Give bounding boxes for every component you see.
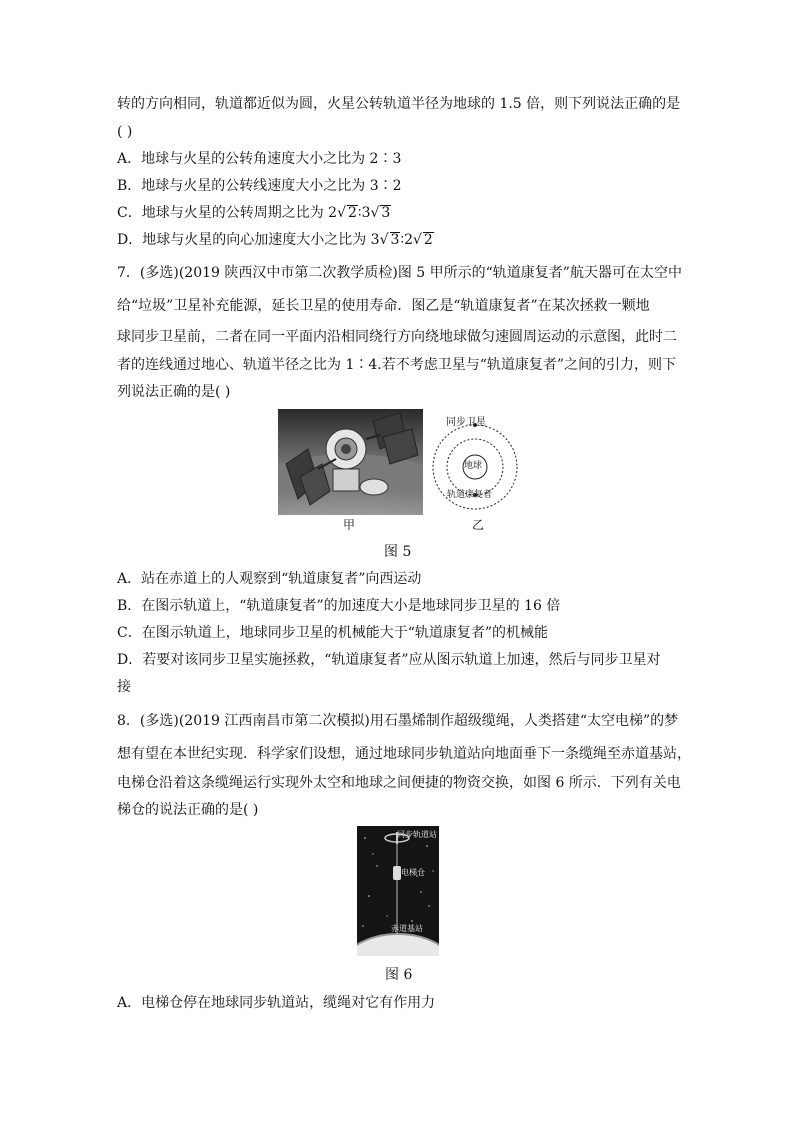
figure-5-label-b: 乙 xyxy=(472,518,485,532)
q6-option-d-radicand-1: 3 xyxy=(390,232,400,248)
q6-option-c-text: C．地球与火星的公转周期之比为 2 xyxy=(117,205,338,221)
q7-option-b: B．在图示轨道上，“轨道康复者”的加速度大小是地球同步卫星的 16 倍 xyxy=(117,598,561,614)
figure-5-photo xyxy=(278,409,423,515)
q6-option-b: B．地球与火星的公转线速度大小之比为 3∶2 xyxy=(117,178,402,194)
q8-stem-line-1: 8．(多选)(2019 江西南昌市第二次模拟)用石墨烯制作超级缆绳，人类搭建“太空电梯”的梦 xyxy=(117,713,679,729)
q6-stem-line: 转的方向相同，轨道都近似为圆，火星公转轨道半径为地球的 1.5 倍，则下列说法正确的是 xyxy=(117,96,681,112)
q6-option-d-ratio: ∶2 xyxy=(400,232,413,248)
q6-option-c xyxy=(117,203,391,223)
figure-5-label-a: 甲 xyxy=(343,518,356,532)
space-elevator-icon xyxy=(357,826,439,956)
sqrt-icon: √ xyxy=(337,205,346,221)
figure-6-label-cabin: 电梯仓 xyxy=(401,868,425,877)
q8-option-a: A．电梯仓停在地球同步轨道站，缆绳对它有作用力 xyxy=(117,995,436,1011)
q8-stem-line-3: 电梯仓沿着这条缆绳运行实现外太空和地球之间便捷的物资交换，如图 6 所示．下列有关电 xyxy=(117,775,681,791)
figure-6-label-station: 同步轨道站 xyxy=(397,830,437,839)
q6-option-d-radicand-2: 2 xyxy=(423,232,433,248)
figure-6-label-base: 赤道基站 xyxy=(391,924,423,933)
q7-option-c: C．在图示轨道上，地球同步卫星的机械能大于“轨道康复者”的机械能 xyxy=(117,625,549,641)
q6-option-a: A．地球与火星的公转角速度大小之比为 2∶3 xyxy=(117,151,402,167)
q6-option-c-radicand-1: 2 xyxy=(348,205,357,221)
q6-option-c-radicand-2: 3 xyxy=(381,205,391,221)
q6-option-d xyxy=(117,230,434,250)
sqrt-icon: √ xyxy=(379,232,389,248)
figure-6-space-elevator xyxy=(357,826,439,956)
q7-option-d-line-1: D．若要对该同步卫星实施拯救，“轨道康复者”应从图示轨道上加速，然后与同步卫星对 xyxy=(117,652,661,668)
diagram-label-earth: 地球 xyxy=(464,461,483,471)
q7-stem-line-4: 者的连线通过地心、轨道半径之比为 1∶4.若不考虑卫星与“轨道康复者”之间的引力，则下 xyxy=(117,357,677,373)
q8-stem-line-2: 想有望在本世纪实现．科学家们设想，通过地球同步轨道站向地面垂下一条缆绳至赤道基站， xyxy=(117,746,691,762)
diagram-label-rescuer: 轨道康复者 xyxy=(447,490,493,500)
figure-5-caption: 图 5 xyxy=(384,544,412,560)
diagram-label-sync-satellite: 同步卫星 xyxy=(446,417,486,428)
q6-answer-bracket: ( ) xyxy=(117,124,133,140)
q7-stem-line-1: 7．(多选)(2019 陕西汉中市第二次教学质检)图 5 甲所示的“轨道康复者”航天器可在太空中 xyxy=(117,265,682,281)
figure-6-caption: 图 6 xyxy=(385,967,413,983)
satellite-photo-icon xyxy=(278,409,423,515)
q7-stem-line-2: 给“垃圾”卫星补充能源，延长卫星的使用寿命．图乙是“轨道康复者”在某次拯救一颗地 xyxy=(117,298,650,314)
q7-option-d-line-2: 接 xyxy=(117,679,131,695)
q8-stem-line-4: 梯仓的说法正确的是( ) xyxy=(117,802,259,818)
q7-option-a: A．站在赤道上的人观察到“轨道康复者”向西运动 xyxy=(117,571,422,587)
q6-option-c-ratio: ∶3 xyxy=(357,205,371,221)
q7-stem-line-3: 球同步卫星前，二者在同一平面内沿相同绕行方向绕地球做匀速圆周运动的示意图，此时二 xyxy=(117,329,677,345)
sqrt-icon: √ xyxy=(370,205,380,221)
sqrt-icon: √ xyxy=(413,232,422,248)
q7-stem-line-5: 列说法正确的是( ) xyxy=(117,384,231,400)
q6-option-d-text: D．地球与火星的向心加速度大小之比为 3 xyxy=(117,232,380,248)
figure-5-orbit-diagram xyxy=(428,412,522,528)
